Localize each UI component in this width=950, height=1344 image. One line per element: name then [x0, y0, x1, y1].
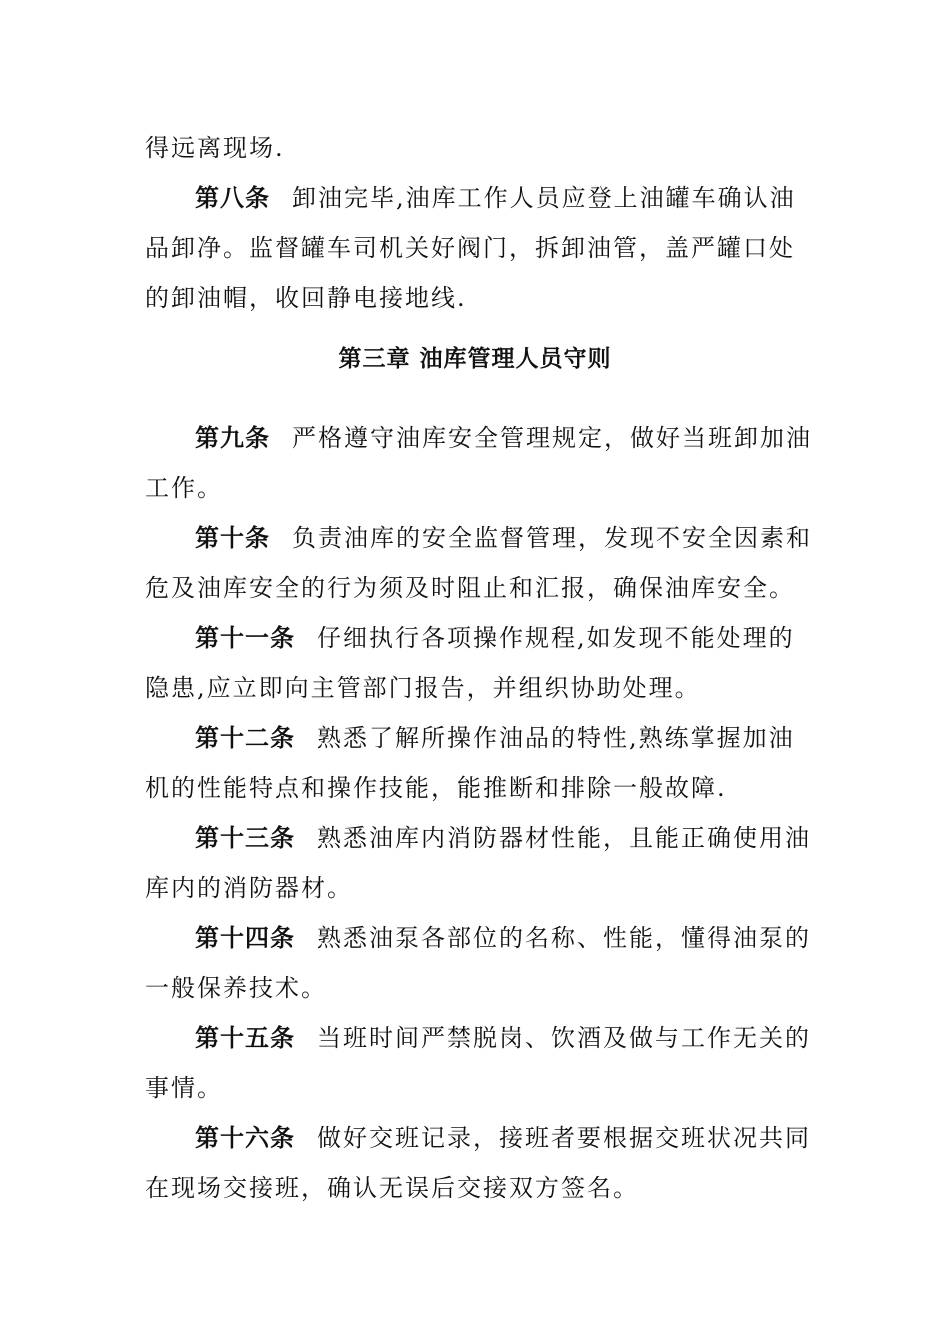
article-11-line-1: [195, 621, 805, 655]
article-12-text-1: 熟悉了解所操作油品的特性,熟练掌握加油: [317, 724, 795, 752]
article-13-number: 第十三条: [195, 824, 295, 852]
article-9-text-1: 严格遵守油库安全管理规定，做好当班卸加油: [292, 424, 812, 452]
article-11-number: 第十一条: [195, 624, 295, 652]
article-13-line-2: 库内的消防器材。: [145, 874, 353, 902]
article-9-line-2: 工作。: [145, 474, 223, 502]
article-10-text-1: 负责油库的安全监督管理，发现不安全因素和: [292, 524, 812, 552]
paragraph-continuation: 得远离现场.: [145, 134, 285, 162]
article-12-line-1: [195, 721, 805, 755]
article-10-line-2: 危及油库安全的行为须及时阻止和汇报，确保油库安全。: [145, 574, 795, 602]
article-14-text-1: 熟悉油泵各部位的名称、性能，懂得油泵的: [317, 924, 811, 952]
article-14-line-2: 一般保养技术。: [145, 974, 327, 1002]
article-12-line-2: 机的性能特点和操作技能，能推断和排除一般故障.: [145, 774, 727, 802]
article-9-line-1: [195, 421, 812, 455]
article-16-number: 第十六条: [195, 1124, 295, 1152]
article-13-text-1: 熟悉油库内消防器材性能，且能正确使用油: [317, 824, 811, 852]
article-15-line-1: [195, 1021, 811, 1055]
article-11-text-1: 仔细执行各项操作规程,如发现不能处理的: [317, 624, 795, 652]
article-16-line-2: 在现场交接班，确认无误后交接双方签名。: [145, 1174, 639, 1202]
article-15-text-1: 当班时间严禁脱岗、饮酒及做与工作无关的: [317, 1024, 811, 1052]
article-8-line-2: 品卸净。监督罐车司机关好阀门，拆卸油管，盖严罐口处: [145, 234, 795, 262]
article-15-line-2: 事情。: [145, 1074, 223, 1102]
article-8-number: 第八条: [195, 184, 270, 212]
article-10-number: 第十条: [195, 524, 270, 552]
article-8-text-1: 卸油完毕,油库工作人员应登上油罐车确认油: [292, 184, 796, 212]
article-14-line-1: [195, 921, 811, 955]
article-16-text-1: 做好交班记录，接班者要根据交班状况共同: [317, 1124, 811, 1152]
article-8-line-1: [195, 181, 805, 215]
article-11-line-2: 隐患,应立即向主管部门报告，并组织协助处理。: [145, 674, 701, 702]
article-16-line-1: [195, 1121, 811, 1155]
article-14-number: 第十四条: [195, 924, 295, 952]
article-8-line-3: 的卸油帽，收回静电接地线.: [145, 284, 467, 312]
article-15-number: 第十五条: [195, 1024, 295, 1052]
article-12-number: 第十二条: [195, 724, 295, 752]
article-10-line-1: [195, 521, 812, 555]
article-9-number: 第九条: [195, 424, 270, 452]
chapter-title: 第三章 油库管理人员守则: [338, 346, 612, 372]
article-13-line-1: [195, 821, 811, 855]
